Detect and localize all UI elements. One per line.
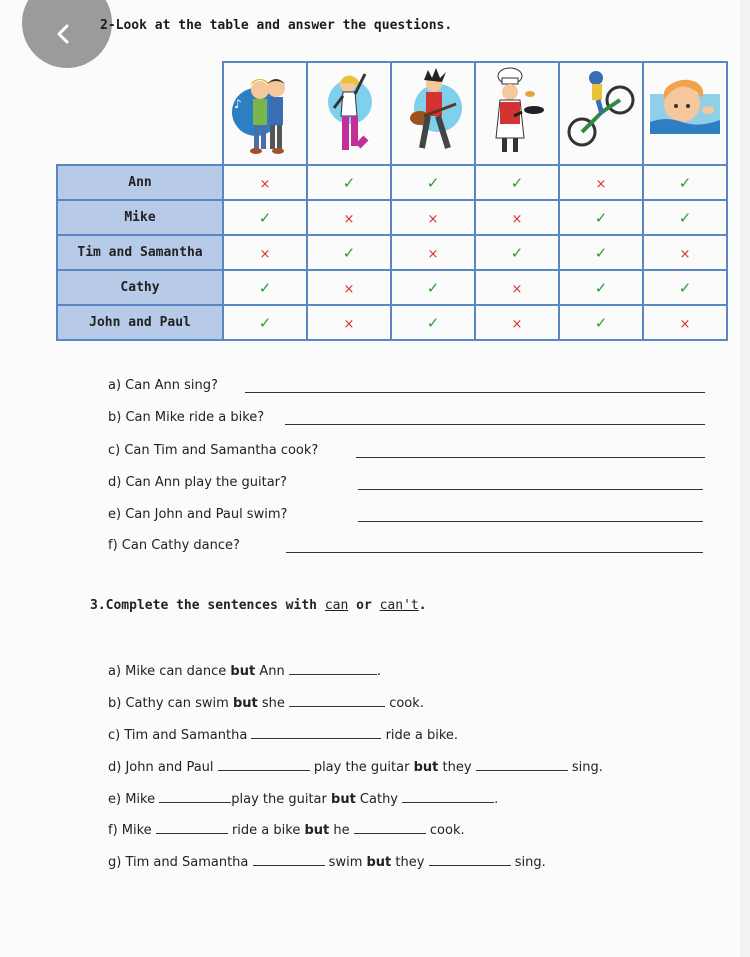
mark-value: × [511, 281, 523, 297]
sentence-text: ride a bike [231, 823, 305, 838]
mark-value: ✓ [594, 313, 608, 332]
section-3-title [90, 598, 427, 613]
question-d: d) Can Ann play the guitar? [108, 475, 287, 490]
sentence-text: sing. [514, 855, 546, 870]
question-a: a) Can Ann sing? [108, 378, 218, 393]
chevron-left-icon [53, 23, 75, 45]
sentence-text: a) Mike can dance [108, 664, 231, 679]
mark-value: × [343, 281, 355, 297]
mark-cell [223, 235, 307, 270]
mark-cell [475, 270, 559, 305]
blank-input[interactable] [159, 790, 231, 803]
word-cant: can't [379, 598, 419, 613]
back-button[interactable] [22, 0, 112, 68]
section-2-title: 2-Look at the table and answer the questions. [100, 18, 453, 33]
sentence-text: f) Mike [108, 823, 152, 838]
mark-value: × [343, 211, 355, 227]
mark-cell [223, 305, 307, 340]
mark-cell [391, 305, 475, 340]
sentence-g [108, 853, 546, 870]
answer-line-d[interactable] [358, 489, 703, 490]
blank-input[interactable] [156, 821, 228, 834]
mark-value: ✓ [594, 243, 608, 262]
row-name: Ann [57, 165, 223, 200]
answer-line-f[interactable] [286, 552, 703, 553]
blank-input[interactable] [253, 853, 325, 866]
answer-line-a[interactable] [245, 392, 705, 393]
row-name: John and Paul [57, 305, 223, 340]
mark-cell [475, 235, 559, 270]
mark-value: × [343, 316, 355, 332]
mark-cell [307, 235, 391, 270]
table-row [57, 270, 727, 305]
mark-value: ✓ [678, 278, 692, 297]
mark-value: ✓ [258, 208, 272, 227]
sentence-a [108, 662, 381, 679]
row-name: Tim and Samantha [57, 235, 223, 270]
sentence-text: d) John and Paul [108, 760, 214, 775]
blank-input[interactable] [289, 662, 377, 675]
section-3-title-text: 3.Complete the sentences with [90, 598, 325, 613]
blank-input[interactable] [251, 726, 381, 739]
sentence-b [108, 694, 424, 711]
mark-cell [559, 270, 643, 305]
word-but: but [331, 792, 356, 807]
mark-value: × [259, 246, 271, 262]
mark-value: × [511, 316, 523, 332]
mark-cell [475, 305, 559, 340]
mark-cell [559, 165, 643, 200]
answer-line-b[interactable] [285, 424, 705, 425]
pic-cell-guitar [391, 62, 475, 165]
mark-value: ✓ [426, 278, 440, 297]
mark-cell [307, 305, 391, 340]
mark-cell [223, 165, 307, 200]
sentence-text: they [438, 760, 472, 775]
sentence-text: cook. [389, 696, 424, 711]
sentence-text: g) Tim and Samantha [108, 855, 249, 870]
pic-cell-sing [223, 62, 307, 165]
mark-cell [643, 200, 727, 235]
mark-value: ✓ [594, 208, 608, 227]
mark-cell [223, 270, 307, 305]
mark-value: ✓ [594, 278, 608, 297]
table-corner [57, 62, 223, 165]
sentence-text: Cathy [355, 792, 399, 807]
pic-cell-cook [475, 62, 559, 165]
mark-cell [391, 200, 475, 235]
table-row [57, 305, 727, 340]
sentence-text: he [329, 823, 350, 838]
mark-value: ✓ [258, 313, 272, 332]
mark-cell [391, 165, 475, 200]
mark-cell [643, 305, 727, 340]
mark-cell [307, 200, 391, 235]
row-name: Cathy [57, 270, 223, 305]
mark-cell [643, 235, 727, 270]
sentence-text: play the guitar [231, 792, 332, 807]
sentence-text: . [376, 664, 381, 679]
mark-cell [559, 200, 643, 235]
mark-value: × [595, 176, 607, 192]
mark-cell [643, 165, 727, 200]
mark-cell [307, 165, 391, 200]
mark-cell [391, 270, 475, 305]
mark-value: ✓ [678, 208, 692, 227]
table-row [57, 200, 727, 235]
svg-text:♪: ♪ [234, 96, 242, 111]
mark-value: × [679, 246, 691, 262]
swim-icon [646, 64, 724, 160]
table-row [57, 235, 727, 270]
mark-value: ✓ [510, 243, 524, 262]
bike-icon [562, 64, 640, 160]
sentence-text: Ann [255, 664, 285, 679]
mark-value: × [511, 211, 523, 227]
mark-value: ✓ [426, 173, 440, 192]
mark-value: ✓ [342, 243, 356, 262]
sentence-text: c) Tim and Samantha [108, 728, 248, 743]
guitar-icon [394, 64, 472, 160]
word-but: but [366, 855, 392, 870]
mark-cell [475, 200, 559, 235]
word-but: but [413, 760, 439, 775]
sentence-f [108, 821, 465, 838]
table-row [57, 165, 727, 200]
sentence-text: sing. [571, 760, 603, 775]
pic-cell-swim [643, 62, 727, 165]
pic-cell-bike [559, 62, 643, 165]
question-f: f) Can Cathy dance? [108, 538, 240, 553]
dance-icon [310, 64, 388, 160]
mark-value: × [259, 176, 271, 192]
sentence-text: b) Cathy can swim [108, 696, 233, 711]
word-but: but [230, 664, 256, 679]
word-but: but [304, 823, 330, 838]
word-can: can [324, 598, 349, 613]
mark-value: ✓ [510, 173, 524, 192]
blank-input[interactable] [476, 758, 568, 771]
mark-cell [223, 200, 307, 235]
sentence-text: she [257, 696, 285, 711]
sentence-text: e) Mike [108, 792, 156, 807]
answer-line-c[interactable] [356, 457, 705, 458]
mark-value: ✓ [342, 173, 356, 192]
mark-value: ✓ [678, 173, 692, 192]
mark-cell [307, 270, 391, 305]
sentence-text: . [494, 792, 499, 807]
title-dot: . [418, 598, 427, 613]
blank-input[interactable] [429, 853, 511, 866]
mark-value: × [679, 316, 691, 332]
word-or: or [348, 598, 380, 613]
mark-cell [391, 235, 475, 270]
abilities-table [56, 61, 728, 341]
sing-icon [226, 64, 304, 160]
sentence-text: they [391, 855, 425, 870]
question-e: e) Can John and Paul swim? [108, 507, 288, 522]
question-c: c) Can Tim and Samantha cook? [108, 443, 319, 458]
question-b: b) Can Mike ride a bike? [108, 410, 265, 425]
mark-cell [559, 305, 643, 340]
blank-input[interactable] [402, 790, 494, 803]
sentence-c [108, 726, 458, 743]
row-name: Mike [57, 200, 223, 235]
mark-cell [643, 270, 727, 305]
word-but: but [232, 696, 258, 711]
blank-input[interactable] [289, 694, 385, 707]
blank-input[interactable] [354, 821, 426, 834]
mark-value: ✓ [426, 313, 440, 332]
sentence-e [108, 790, 498, 807]
mark-cell [475, 165, 559, 200]
sentence-text: ride a bike. [385, 728, 459, 743]
mark-value: × [427, 211, 439, 227]
blank-input[interactable] [218, 758, 310, 771]
sentence-text: play the guitar [313, 760, 414, 775]
sentence-text: swim [328, 855, 367, 870]
mark-value: × [427, 246, 439, 262]
answer-line-e[interactable] [358, 521, 703, 522]
mark-cell [559, 235, 643, 270]
mark-value: ✓ [258, 278, 272, 297]
cook-icon [478, 64, 556, 160]
sentence-d [108, 758, 603, 775]
sentence-text: cook. [429, 823, 465, 838]
pic-cell-dance [307, 62, 391, 165]
